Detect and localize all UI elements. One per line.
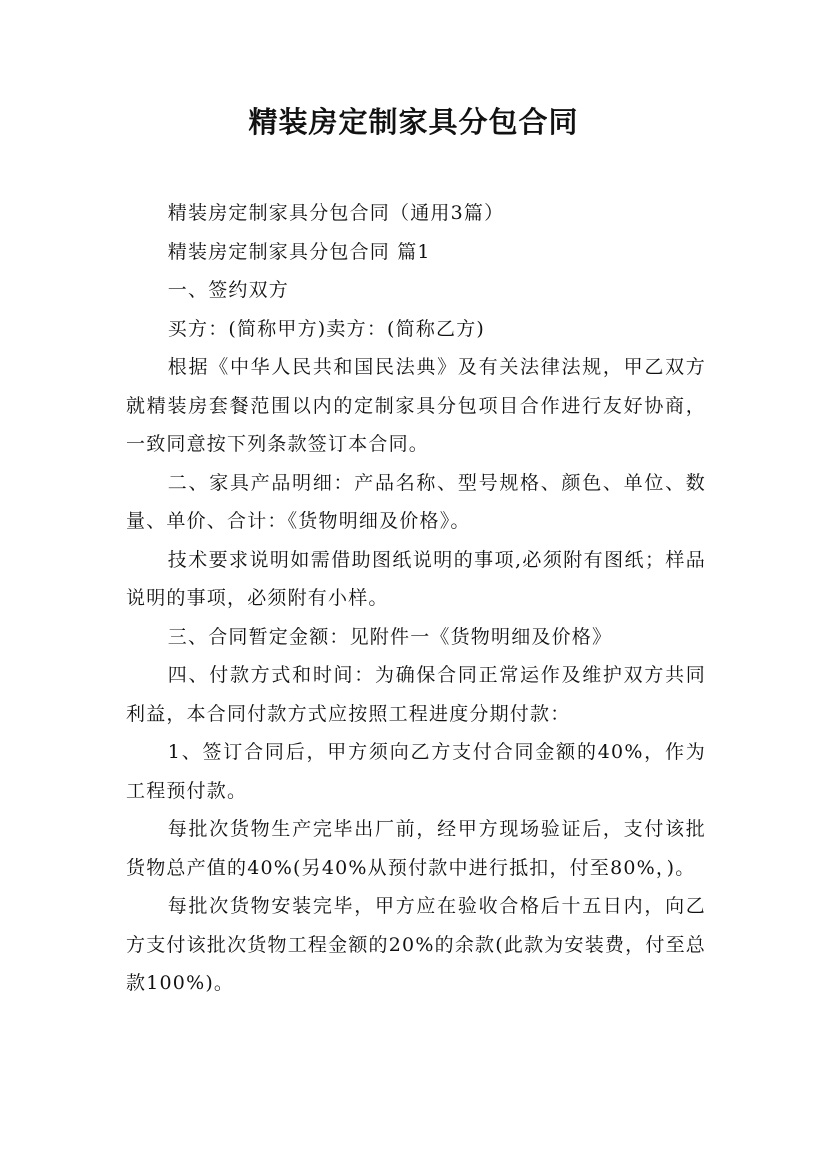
paragraph: 买方：(简称甲方)卖方：(简称乙方) <box>167 317 486 340</box>
document-body <box>126 194 706 1003</box>
paragraph: 1、签订合同后，甲方须向乙方支付合同金额的40%，作为工程预付款。 <box>126 741 706 802</box>
paragraph: 精装房定制家具分包合同 篇1 <box>167 240 431 263</box>
paragraph: 每批次货物生产完毕出厂前，经甲方现场验证后，支付该批货物总产值的40%(另40%从预付款中进行抵扣，付至80%，)。 <box>126 818 706 879</box>
document-title: 精装房定制家具分包合同 <box>248 105 579 139</box>
paragraph: 每批次货物安装完毕，甲方应在验收合格后十五日内，向乙方支付该批次货物工程金额的20%的余款(此款为安装费，付至总款100%)。 <box>126 895 706 994</box>
paragraph: 二、家具产品明细：产品名称、型号规格、颜色、单位、数量、单价、合计：《货物明细及价格》。 <box>126 471 706 532</box>
paragraph: 三、合同暂定金额：见附件一《货物明细及价格》 <box>167 625 613 648</box>
paragraph: 一、签约双方 <box>167 279 289 301</box>
paragraph: 技术要求说明如需借助图纸说明的事项,必须附有图纸；样品说明的事项，必须附有小样。 <box>126 548 706 609</box>
paragraph: 精装房定制家具分包合同（通用3篇） <box>167 202 505 224</box>
paragraph: 根据《中华人民共和国民法典》及有关法律法规，甲乙双方就精装房套餐范围以内的定制家具分包项目合作进行友好协商，一致同意按下列条款签订本合同。 <box>126 356 706 455</box>
paragraph: 四、付款方式和时间：为确保合同正常运作及维护双方共同利益，本合同付款方式应按照工程进度分期付款： <box>126 664 706 725</box>
